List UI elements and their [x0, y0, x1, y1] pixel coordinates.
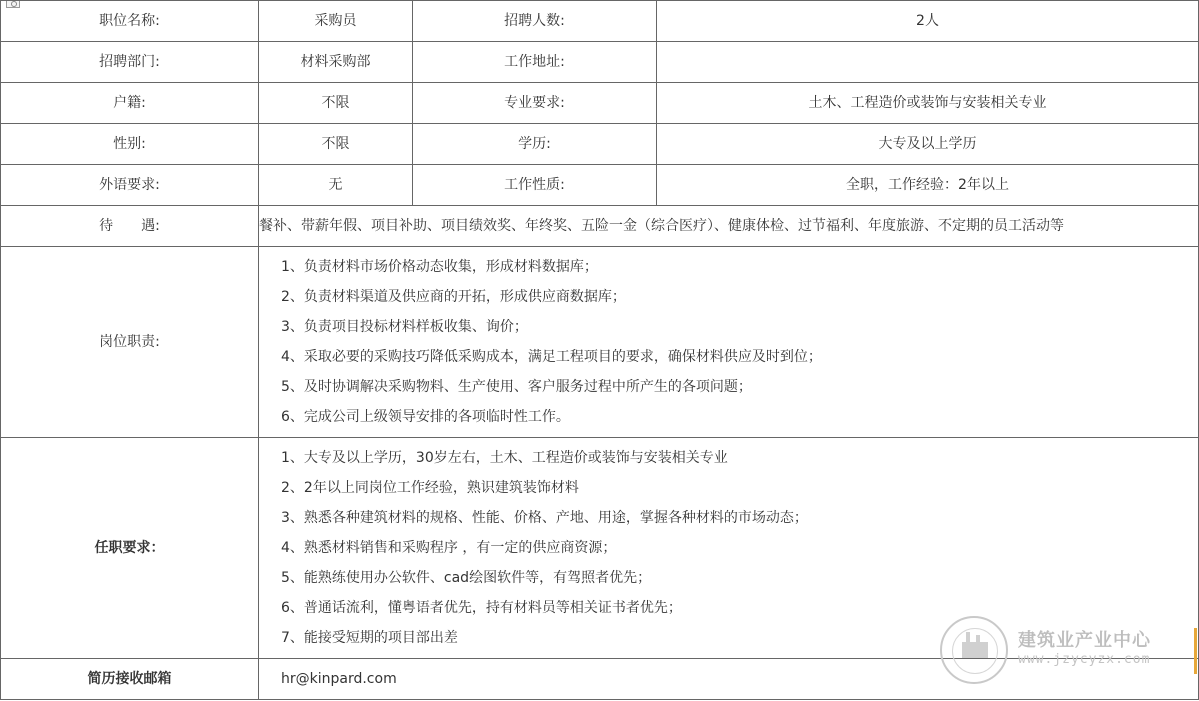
row-department	[1, 42, 1199, 83]
watermark-url: www.jzycyzx.com	[1018, 652, 1151, 667]
label-email: 简历接收邮箱	[1, 659, 259, 700]
label-education: 学历:	[413, 124, 657, 165]
row-duties	[1, 247, 1199, 438]
factory-icon	[962, 642, 988, 658]
watermark-title: 建筑业产业中心	[1018, 630, 1151, 651]
watermark	[940, 614, 1199, 688]
row-household	[1, 83, 1199, 124]
label-department: 招聘部门:	[1, 42, 259, 83]
value-work-location	[657, 42, 1199, 83]
requirement-item: 2、2年以上同岗位工作经验，熟识建筑装饰材料	[281, 480, 579, 496]
label-work-location: 工作地址:	[413, 42, 657, 83]
email-address: hr@kinpard.com	[281, 671, 397, 687]
requirement-item: 4、熟悉材料销售和采购程序 ，有一定的供应商资源；	[281, 540, 617, 556]
requirement-item: 6、普通话流利，懂粤语者优先，持有材料员等相关证书者优先；	[281, 600, 682, 616]
watermark-seal-logo	[940, 616, 1008, 684]
value-household: 不限	[259, 83, 413, 124]
duty-item: 6、完成公司上级领导安排的各项临时性工作。	[281, 409, 570, 425]
duty-item: 4、采取必要的采购技巧降低采购成本，满足工程项目的要求，确保材料供应及时到位；	[281, 349, 822, 365]
duty-item: 1、负责材料市场价格动态收集，形成材料数据库；	[281, 259, 598, 275]
label-household: 户籍:	[1, 83, 259, 124]
duties-list	[259, 247, 1199, 438]
row-gender	[1, 124, 1199, 165]
requirement-item: 1、大专及以上学历，30岁左右，土木、工程造价或装饰与安装相关专业	[281, 450, 728, 466]
value-job-nature: 全职，工作经验：2年以上	[657, 165, 1199, 206]
duty-item: 2、负责材料渠道及供应商的开拓，形成供应商数据库；	[281, 289, 626, 305]
label-gender: 性别:	[1, 124, 259, 165]
label-duties: 岗位职责:	[1, 247, 259, 438]
duty-item: 3、负责项目投标材料样板收集、询价；	[281, 319, 528, 335]
value-position-name: 采购员	[259, 1, 413, 42]
value-foreign-language: 无	[259, 165, 413, 206]
label-foreign-language: 外语要求:	[1, 165, 259, 206]
watermark-accent-bar	[1194, 628, 1197, 674]
row-language	[1, 165, 1199, 206]
label-benefits: 待 遇:	[1, 206, 259, 247]
requirement-item: 5、能熟练使用办公软件、cad绘图软件等，有驾照者优先；	[281, 570, 652, 586]
requirement-item: 3、熟悉各种建筑材料的规格、性能、价格、产地、用途，掌握各种材料的市场动态；	[281, 510, 808, 526]
label-position-name: 职位名称:	[1, 1, 259, 42]
value-education: 大专及以上学历	[657, 124, 1199, 165]
duty-item: 5、及时协调解决采购物料、生产使用、客户服务过程中所产生的各项问题；	[281, 379, 752, 395]
row-benefits	[1, 206, 1199, 247]
value-benefits	[259, 206, 1199, 247]
requirement-item: 7、能接受短期的项目部出差	[281, 630, 458, 646]
benefits-text: 餐补、带薪年假、项目补助、项目绩效奖、年终奖、五险一金（综合医疗）、健康体检、过节福利、年度旅游、不定期的员工活动等	[259, 218, 1064, 234]
label-requirements: 任职要求：	[1, 438, 259, 659]
value-major: 土木、工程造价或装饰与安装相关专业	[657, 83, 1199, 124]
value-gender: 不限	[259, 124, 413, 165]
value-department: 材料采购部	[259, 42, 413, 83]
row-position	[1, 1, 1199, 42]
value-headcount: 2人	[657, 1, 1199, 42]
label-headcount: 招聘人数:	[413, 1, 657, 42]
label-major: 专业要求:	[413, 83, 657, 124]
label-job-nature: 工作性质:	[413, 165, 657, 206]
